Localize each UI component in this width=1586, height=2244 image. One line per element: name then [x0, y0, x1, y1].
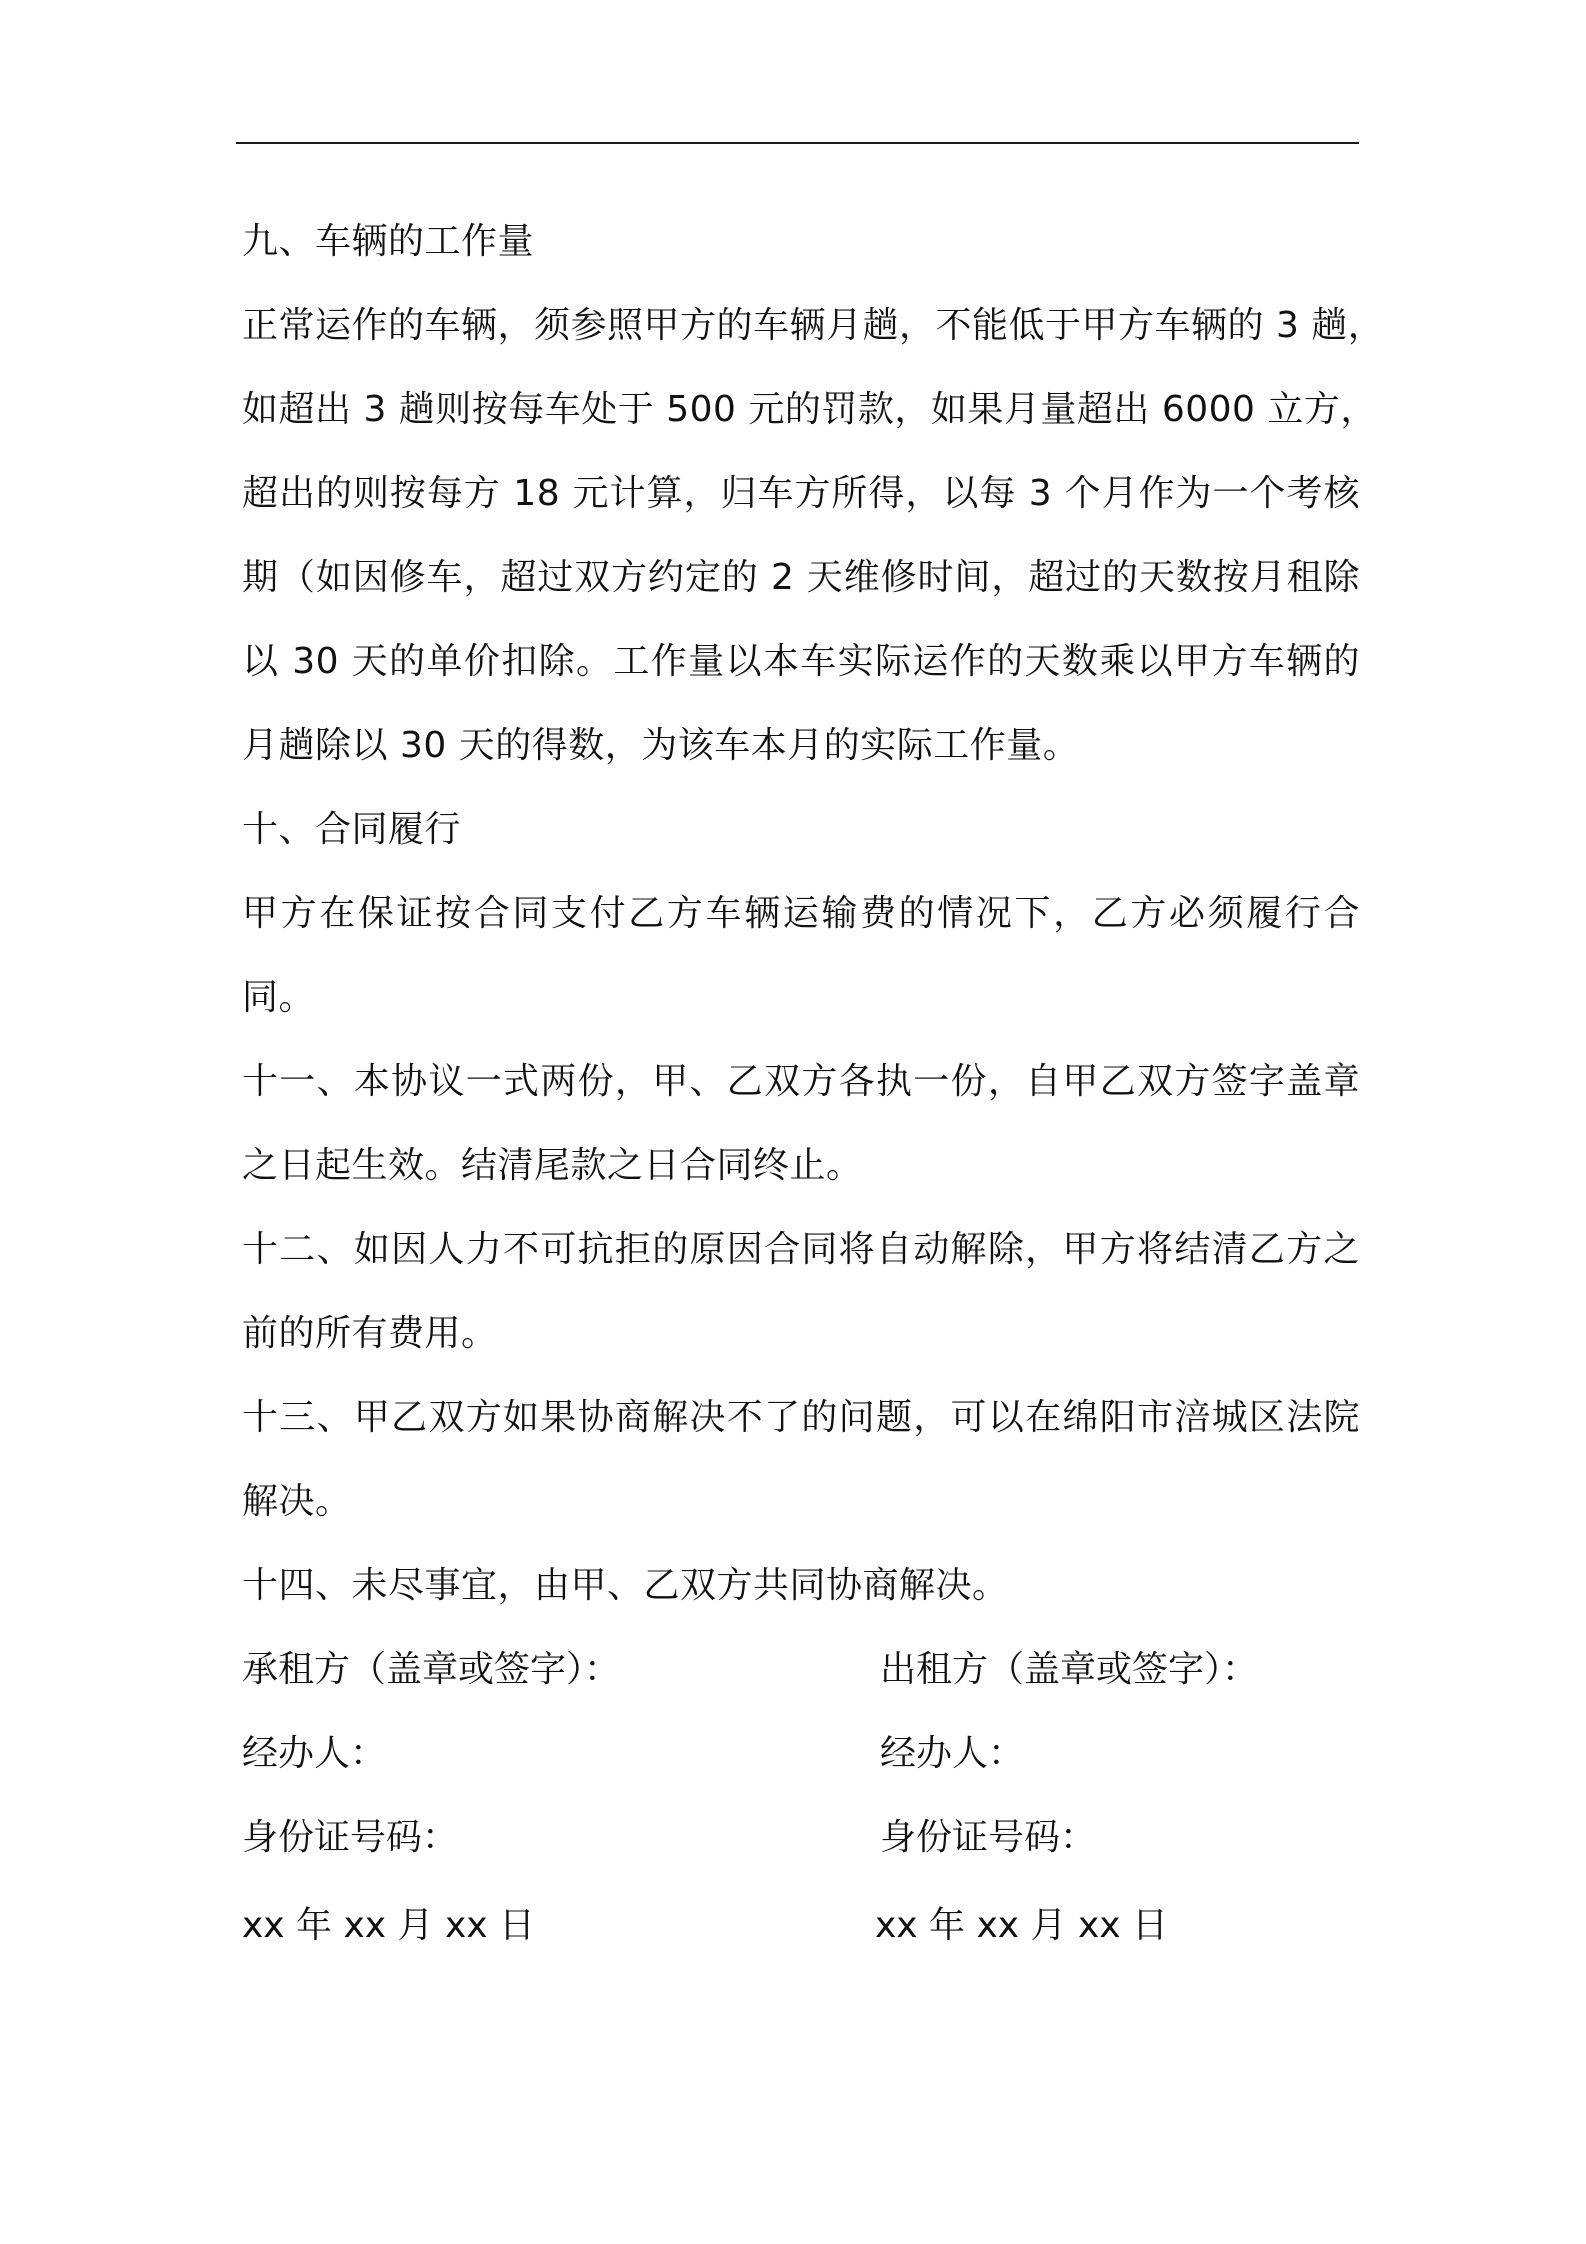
lessee-title: 承租方（盖章或签字）： [242, 1649, 621, 1690]
paragraph-line: 期（如因修车，超过双方约定的 2 天维修时间，超过的天数按月租除 [242, 557, 1360, 598]
header-rule [236, 142, 1359, 144]
document-body [242, 200, 1385, 1968]
section-9-vehicle-workload [242, 200, 1385, 788]
lessor-agent: 经办人： [880, 1733, 1025, 1774]
signature-agent-row [242, 1712, 1360, 1796]
section-heading: 九、车辆的工作量 [242, 221, 535, 262]
paragraph-line: 以 30 天的单价扣除。工作量以本车实际运作的天数乘以甲方车辆的 [242, 641, 1360, 682]
signature-date-row [242, 1884, 1360, 1968]
signature-title-row [242, 1628, 1360, 1712]
paragraph-line: 十四、未尽事宜，由甲、乙双方共同协商解决。 [242, 1565, 1009, 1606]
signature-block [242, 1628, 1360, 1968]
section-14-other-matters [242, 1544, 1360, 1628]
lessee-id-number: 身份证号码： [242, 1817, 459, 1858]
lessor-title: 出租方（盖章或签字）： [880, 1649, 1259, 1690]
section-11-copies [242, 1040, 1360, 1208]
paragraph-line: 甲方在保证按合同支付乙方车辆运输费的情况下，乙方必须履行合 [242, 893, 1360, 934]
paragraph-line: 解决。 [242, 1481, 352, 1522]
section-heading: 十、合同履行 [242, 809, 462, 850]
section-12-force-majeure [242, 1208, 1360, 1376]
paragraph-line: 正常运作的车辆，须参照甲方的车辆月趟，不能低于甲方车辆的 3 趟， [242, 305, 1385, 346]
paragraph-line: 超出的则按每方 18 元计算，归车方所得，以每 3 个月作为一个考核 [242, 473, 1360, 514]
paragraph-line: 之日起生效。结清尾款之日合同终止。 [242, 1145, 863, 1186]
section-13-dispute [242, 1376, 1360, 1544]
paragraph-line: 如超出 3 趟则按每车处于 500 元的罚款，如果月量超出 6000 立方， [242, 389, 1377, 430]
lessor-id-number: 身份证号码： [880, 1817, 1097, 1858]
paragraph-line: 十三、甲乙双方如果协商解决不了的问题，可以在绵阳市涪城区法院 [242, 1397, 1360, 1438]
paragraph-line: 前的所有费用。 [242, 1313, 498, 1354]
signature-id-row [242, 1796, 1360, 1880]
paragraph-line: 十二、如因人力不可抗拒的原因合同将自动解除，甲方将结清乙方之 [242, 1229, 1360, 1270]
lessee-agent: 经办人： [242, 1733, 387, 1774]
lessee-date: xx 年 xx 月 xx 日 [242, 1905, 536, 1946]
section-10-contract-performance [242, 788, 1360, 1040]
paragraph-line: 月趟除以 30 天的得数，为该车本月的实际工作量。 [242, 725, 1080, 766]
paragraph-line: 十一、本协议一式两份，甲、乙双方各执一份，自甲乙双方签字盖章 [242, 1061, 1360, 1102]
lessor-date: xx 年 xx 月 xx 日 [875, 1905, 1169, 1946]
paragraph-line: 同。 [242, 977, 316, 1018]
